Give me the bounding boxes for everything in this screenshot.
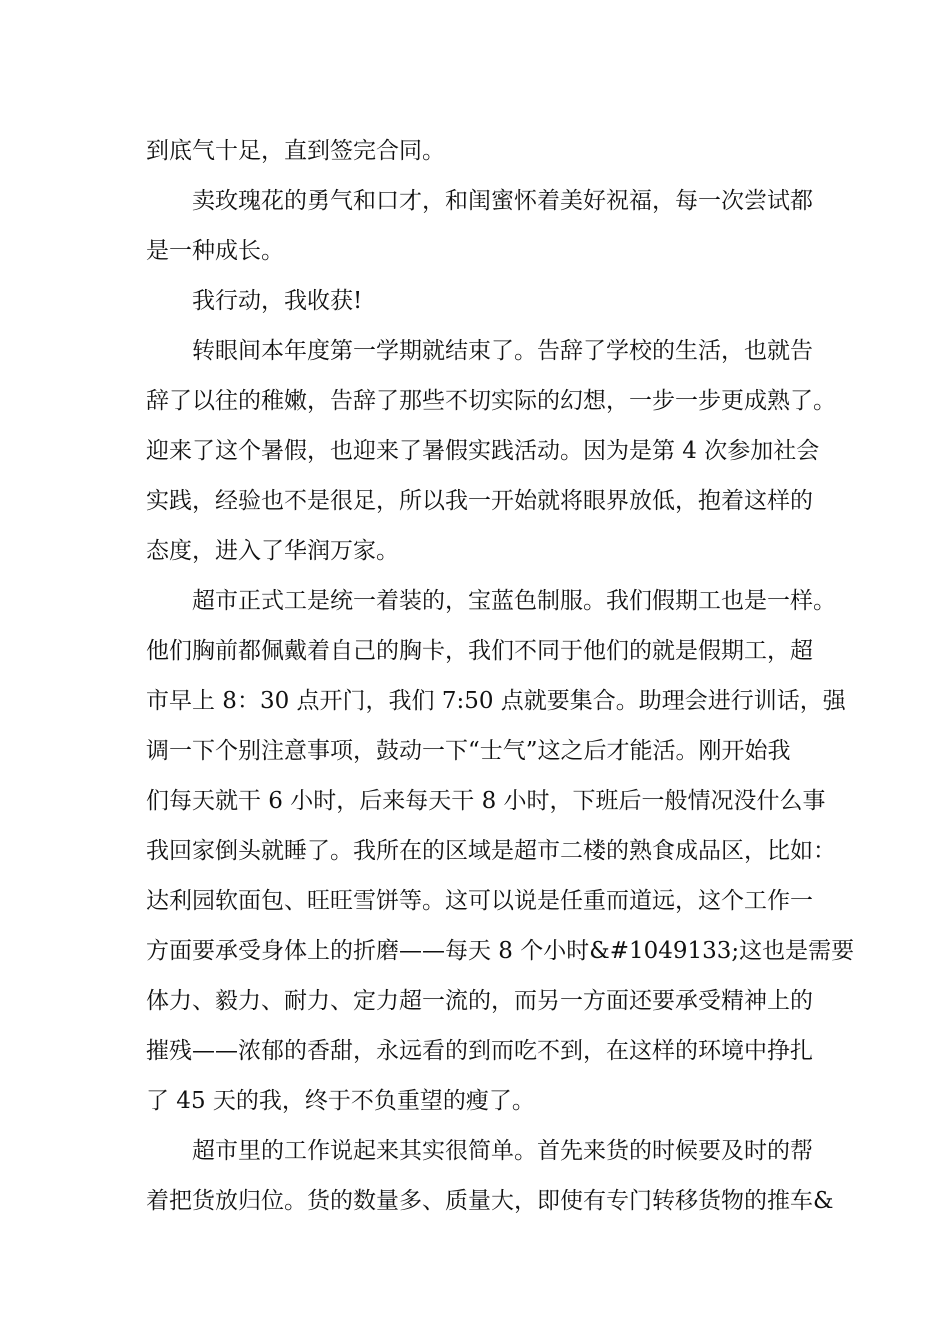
text-line: 是一种成长。 [146,238,284,264]
text-line: 摧残——浓郁的香甜，永远看的到而吃不到，在这样的环境中挣扎 [146,1038,813,1064]
text-line: 实践，经验也不是很足，所以我一开始就将眼界放低，抱着这样的 [146,488,813,514]
text-line: 超市里的工作说起来其实很简单。首先来货的时候要及时的帮 [192,1138,813,1164]
text-line: 到底气十足，直到签完合同。 [146,138,445,164]
text-line: 迎来了这个暑假，也迎来了暑假实践活动。因为是第 4 次参加社会 [146,438,820,464]
text-line: 超市正式工是统一着装的，宝蓝色制服。我们假期工也是一样。 [192,588,836,614]
text-line: 态度，进入了华润万家。 [146,538,399,564]
text-line: 调一下个别注意事项，鼓动一下“士气”这之后才能活。刚开始我 [146,738,791,764]
text-line: 我行动，我收获! [192,288,363,314]
text-line: 了 45 天的我，终于不负重望的瘦了。 [146,1088,535,1114]
text-line: 体力、毅力、耐力、定力超一流的，而另一方面还要承受精神上的 [146,988,813,1014]
text-line: 们每天就干 6 小时，后来每天干 8 小时，下班后一般情况没什么事 [146,788,826,814]
text-line: 我回家倒头就睡了。我所在的区域是超市二楼的熟食成品区，比如： [146,838,836,864]
text-line: 达利园软面包、旺旺雪饼等。这可以说是任重而道远，这个工作一 [146,888,813,914]
text-line: 他们胸前都佩戴着自己的胸卡，我们不同于他们的就是假期工，超 [146,638,813,664]
text-line: 市早上 8：30 点开门，我们 7:50 点就要集合。助理会进行训话，强 [146,688,846,714]
text-line: 着把货放归位。货的数量多、质量大，即使有专门转移货物的推车& [146,1188,834,1214]
text-line: 卖玫瑰花的勇气和口才，和闺蜜怀着美好祝福，每一次尝试都 [192,188,813,214]
text-line: 方面要承受身体上的折磨——每天 8 个小时&#1049133;这也是需要 [146,938,855,964]
text-line: 辞了以往的稚嫩，告辞了那些不切实际的幻想，一步一步更成熟了。 [146,388,836,414]
text-line: 转眼间本年度第一学期就结束了。告辞了学校的生活，也就告 [192,338,813,364]
